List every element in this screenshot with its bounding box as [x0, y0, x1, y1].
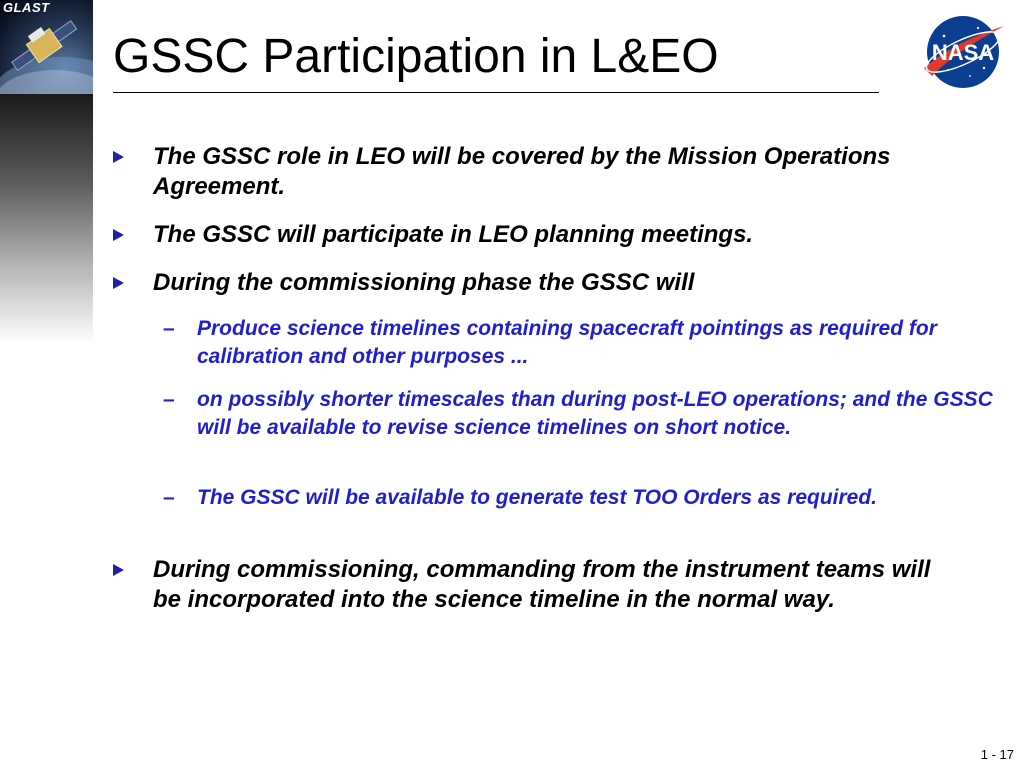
nasa-logo-text: NASA: [931, 40, 995, 65]
bullet-item: [113, 220, 993, 252]
bullet-text: The GSSC will participate in LEO planning meetings.: [153, 221, 754, 248]
bullet-text: During the commissioning phase the GSSC will: [153, 269, 695, 296]
triangle-right-icon: [113, 564, 124, 576]
sub-bullet-dash: –: [163, 388, 175, 411]
sub-bullet-item: [163, 484, 1003, 542]
sub-bullet-dash: –: [163, 486, 175, 509]
bullet-item: [113, 555, 993, 649]
sub-bullet-item: [163, 315, 1003, 373]
glast-logo-text: GLAST: [3, 0, 50, 15]
sub-bullet-item: [163, 386, 1003, 472]
sub-bullet-dash: –: [163, 317, 175, 340]
sub-bullet-text: Produce science timelines containing spacecraft pointings as required for calibration and other purposes ...: [197, 317, 937, 368]
sub-bullet-text: The GSSC will be available to generate test TOO Orders as required.: [197, 486, 877, 509]
triangle-right-icon: [113, 277, 124, 289]
bullet-item: [113, 142, 993, 204]
triangle-right-icon: [113, 151, 124, 163]
bullet-text: The GSSC role in LEO will be covered by the Mission Operations Agreement.: [153, 143, 891, 200]
bullet-item: [113, 268, 993, 300]
triangle-right-icon: [113, 229, 124, 241]
page-title: GSSC Participation in L&EO: [113, 30, 719, 83]
sub-bullet-text: on possibly shorter timescales than during post-LEO operations; and the GSSC will be available to revise science timelines on short notice.: [197, 388, 993, 439]
page-number: 1 - 17: [980, 747, 1014, 762]
bullet-text: During commissioning, commanding from the instrument teams will be incorporated into the science timeline in the normal way.: [153, 556, 931, 613]
